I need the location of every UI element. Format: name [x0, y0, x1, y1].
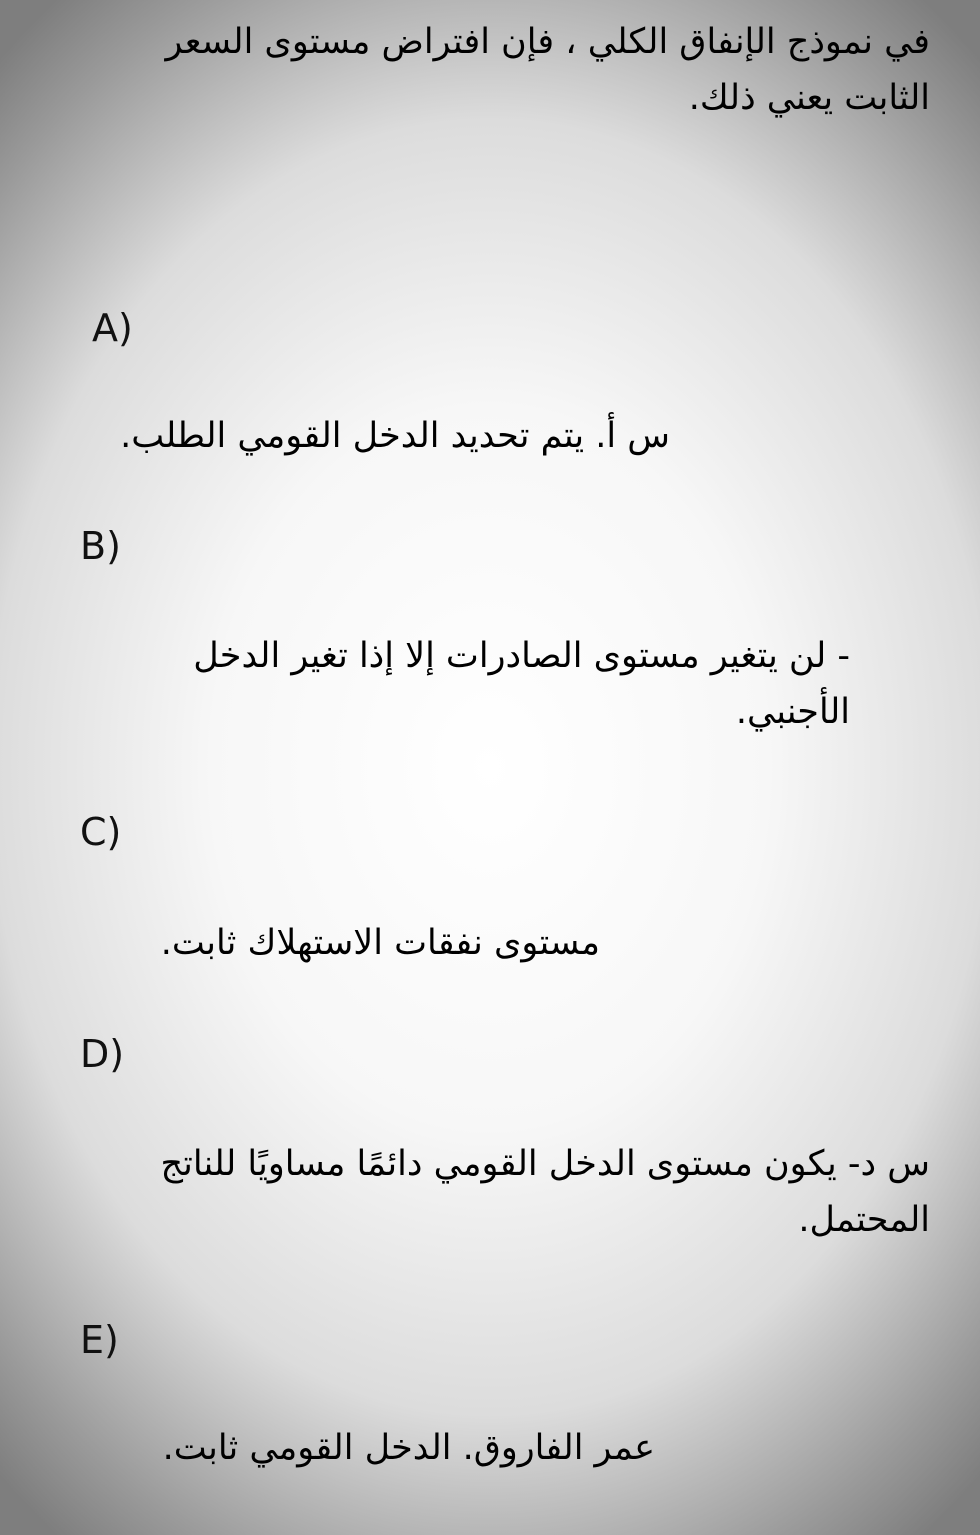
- option-d-label: D): [80, 1032, 125, 1076]
- question-text: في نموذج الإنفاق الكلي ، فإن افتراض مستوى السعر الثابت يعني ذلك.: [165, 22, 930, 118]
- option-a-text: س أ. يتم تحديد الدخل القومي الطلب.: [120, 416, 670, 456]
- option-e-label: E): [80, 1318, 119, 1362]
- option-d-text: س د- يكون مستوى الدخل القومي دائمًا مساويًا للناتج المحتمل.: [160, 1144, 930, 1240]
- option-a-label: A): [92, 306, 133, 350]
- option-c-text: مستوى نفقات الاستهلاك ثابت.: [160, 923, 600, 963]
- option-b-label: B): [80, 524, 121, 568]
- option-c-label: C): [80, 810, 122, 854]
- option-e-text: عمر الفاروق. الدخل القومي ثابت.: [162, 1428, 655, 1468]
- option-b-text: - لن يتغير مستوى الصادرات إلا إذا تغير الدخل الأجنبي.: [193, 636, 850, 732]
